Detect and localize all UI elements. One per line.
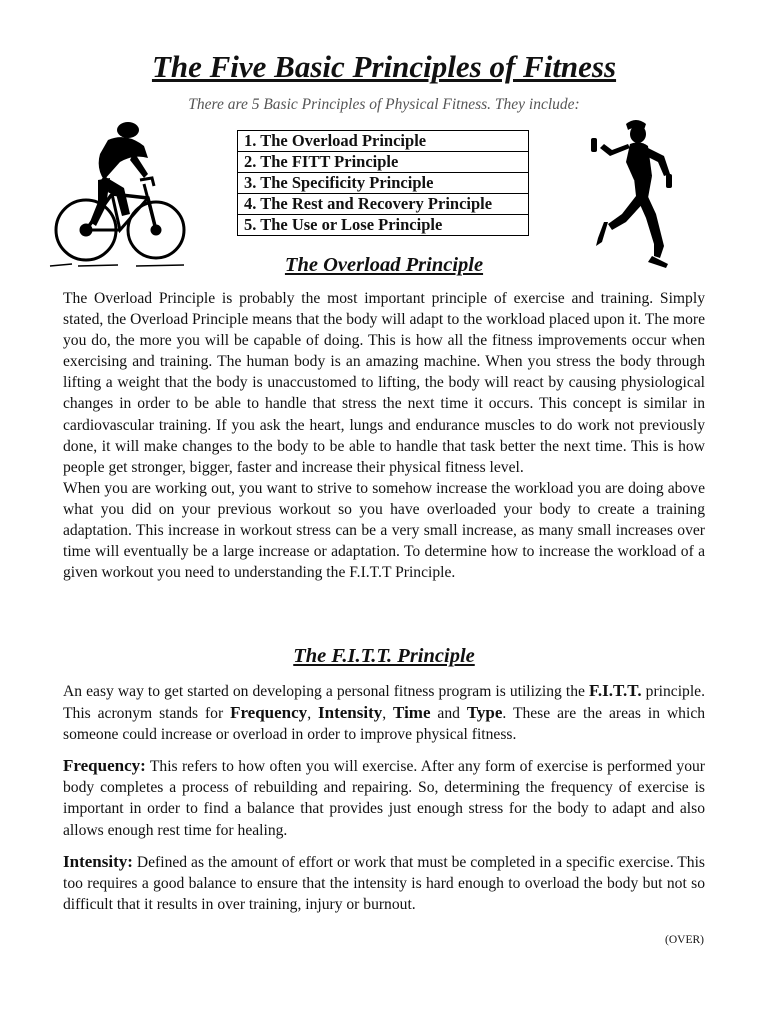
overload-section [63, 288, 705, 583]
intro-line: There are 5 Basic Principles of Physical Fitness. They include: [188, 96, 580, 113]
principle-item: 4. The Rest and Recovery Principle [237, 193, 529, 215]
fitt-acronym: F.I.T.T. [589, 681, 642, 700]
principles-list [237, 130, 529, 235]
principle-item: 2. The FITT Principle [237, 151, 529, 173]
overload-paragraph: The Overload Principle is probably the most important principle of exercise and training. Simply stated, the Overload Principle means that the body will adapt to the workload placed upon it. The more you do, the more you will be capable of doing. This is how all the fitness improvements occur when exercising and training. The human body is an amazing machine. When you stress the body through lifting a weight that the body is unaccustomed to lifting, the body will react by causing physiological changes in order to be able to handle that stress the next time it occurs. This concept is similar in cardiovascular training. If you ask the heart, lungs and endurance muscles to do work not previously done, it will make changes to the body to be able to handle that task better the next time. This is how people get stronger, bigger, faster and increase their physical fitness level. [63, 290, 705, 476]
fitt-section [63, 680, 705, 915]
intensity-label: Intensity: [63, 851, 133, 871]
overload-heading: The Overload Principle [284, 254, 484, 276]
overload-paragraph: When you are working out, you want to strive to somehow increase the workload you are doing above what you did on your previous workout so you have overloaded your body to create a training adaptation. This increase in workout stress can be a very small increase, as many small increases over time will eventually be a large increase or adaptation. To determine how to increase the workload of a given workout you need to understanding the F.I.T.T Principle. [63, 479, 705, 582]
intensity-text: Defined as the amount of effort or work that must be completed in a specific exercise. This too requires a good balance to ensure that the intensity is hard enough to overload the body but not so difficult that it results in over training, injury or burnout. [63, 853, 705, 913]
principle-item: 3. The Specificity Principle [237, 172, 529, 194]
fitt-intro-text: An easy way to get started on developing a personal fitness program is utilizing the [63, 683, 589, 700]
over-note: (OVER) [665, 934, 704, 946]
separator: and [430, 705, 467, 723]
frequency-paragraph [63, 755, 705, 840]
separator: , [307, 705, 318, 723]
type-term: Type [466, 703, 503, 723]
separator: , [382, 705, 394, 723]
jogger-illustration [582, 118, 694, 270]
cyclist-illustration [48, 118, 188, 270]
page-title: The Five Basic Principles of Fitness [151, 49, 617, 84]
intensity-term: Intensity [318, 703, 383, 723]
time-term: Time [393, 703, 431, 723]
principle-item: 1. The Overload Principle [237, 130, 529, 152]
frequency-label: Frequency: [63, 756, 146, 776]
fitt-heading: The F.I.T.T. Principle [293, 645, 475, 667]
frequency-text: This refers to how often you will exercise. After any form of exercise is performed your body completes a process of rebuilding and repairing. So, determining the frequency of exercise is important in order to find a balance that provides just enough stress for the body to adapt and also allows enough rest time for healing. [63, 758, 705, 839]
fitt-intro-paragraph [63, 680, 705, 745]
intensity-paragraph [63, 851, 705, 915]
frequency-term: Frequency [230, 703, 308, 723]
fitt-intro-text: . These are the areas in which someone could increase or overload in order to improve physical fitness. [63, 705, 706, 744]
fitt-intro-text: principle. This acronym stands for [63, 683, 705, 723]
principle-item: 5. The Use or Lose Principle [237, 214, 529, 236]
